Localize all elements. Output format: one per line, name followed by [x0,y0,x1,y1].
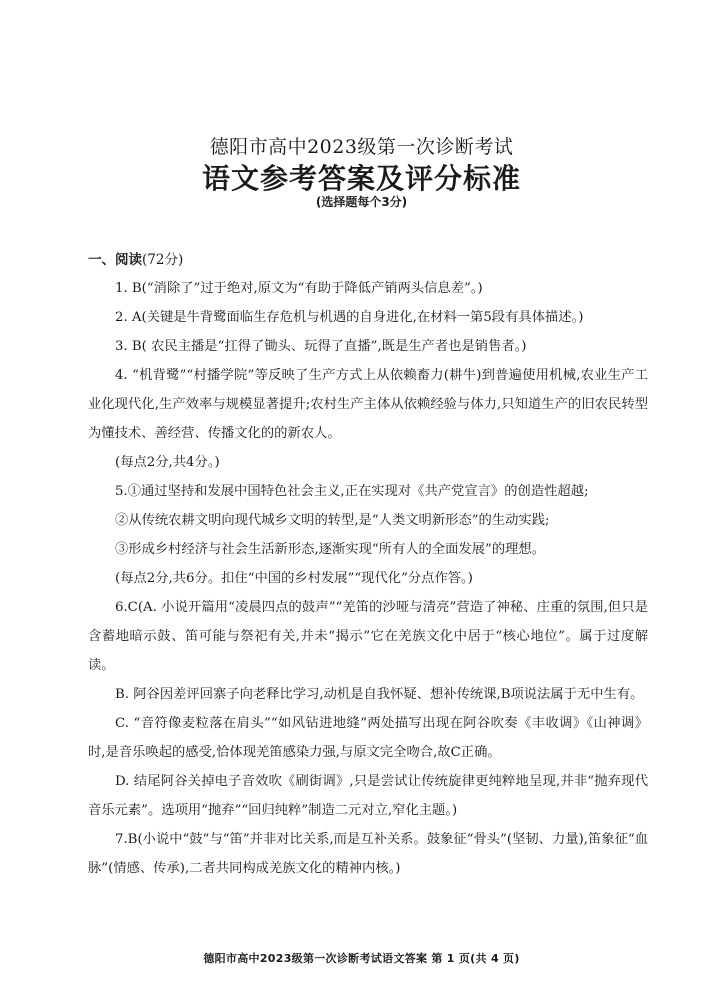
answer-6-option-a: 6.C(A. 小说开篇用“凌晨四点的鼓声”“羌笛的沙哑与清亮”营造了神秘、庄重的氛围,但只是含蓄地暗示鼓、笛可能与祭祀有关,并未“揭示”它在羌族文化中居于“核心地位”。属于过度解读。 [88,600,648,673]
answer-7: 7.B(小说中“鼓”与“笛”并非对比关系,而是互补关系。鼓象征“骨头”(坚韧、力量),笛象征“血脉”(情感、传承),二者共同构成羌族文化的精神内核。) [88,832,648,876]
answer-5-point-1: 5.①通过坚持和发展中国特色社会主义,正在实现对《共产党宣言》的创造性超越; [115,484,589,499]
answer-5-point-2: ②从传统农耕文明向现代城乡文明的转型,是“人类文明新形态”的生动实践; [115,513,550,528]
answer-2: 2. A(关键是牛背鹭面临生存危机与机遇的自身进化,在材料一第5段有具体描述。) [115,310,584,325]
page-title: 语文参考答案及评分标准 [201,162,521,195]
answer-6-option-d: D. 结尾阿谷关掉电子音效吹《刷街调》,只是尝试让传统旋律更纯粹地呈现,并非“抛弃现代音乐元素”。选项用“抛弃”“回归纯粹”制造二元对立,窄化主题。) [88,774,648,818]
exam-title: 德阳市高中2023级第一次诊断考试 [209,136,514,158]
answer-1: 1. B(“消除了”过于绝对,原文为“有助于降低产销两头信息差”。) [115,281,483,296]
answer-3: 3. B( 农民主播是“扛得了锄头、玩得了直播”,既是生产者也是销售者。) [115,339,527,354]
page-footer: 德阳市高中2023级第一次诊断考试语文答案 第 1 页(共 4 页) [203,952,520,965]
answer-5-scoring: (每点2分,共6分。扣住“中国的乡村发展”“现代化”分点作答。) [115,571,473,586]
section-heading [88,248,183,268]
answer-4: 4. “机背鹭”“村播学院”等反映了生产方式上从依赖畜力(耕牛)到普遍使用机械,农业生产工业化现代化,生产效率与规模显著提升;农村生产主体从依赖经验与体力,只知道生产的旧农民转型为懂技术、善经营、传播文化的的新农人。 [88,368,648,441]
section-heading-label: 一、阅读 [88,252,142,268]
scoring-note: (选择题每个3分) [315,195,408,209]
section-points: (72分) [142,252,184,268]
answer-4-scoring: (每点2分,共4分。) [115,455,220,470]
answer-6-option-c: C. “音符像麦粒落在肩头”“如风钻进地缝”两处描写出现在阿谷吹奏《丰收调》《山神调》时,是音乐唤起的感受,恰体现羌笛感染力强,与原文完全吻合,故C正确。 [88,716,648,760]
answer-5-point-3: ③形成乡村经济与社会生活新形态,逐渐实现“所有人的全面发展”的理想。 [115,542,546,557]
answers-list [88,274,648,883]
answer-6-option-b: B. 阿谷因差评回寨子向老释比学习,动机是自我怀疑、想补传统课,B项说法属于无中生有。 [115,687,644,702]
